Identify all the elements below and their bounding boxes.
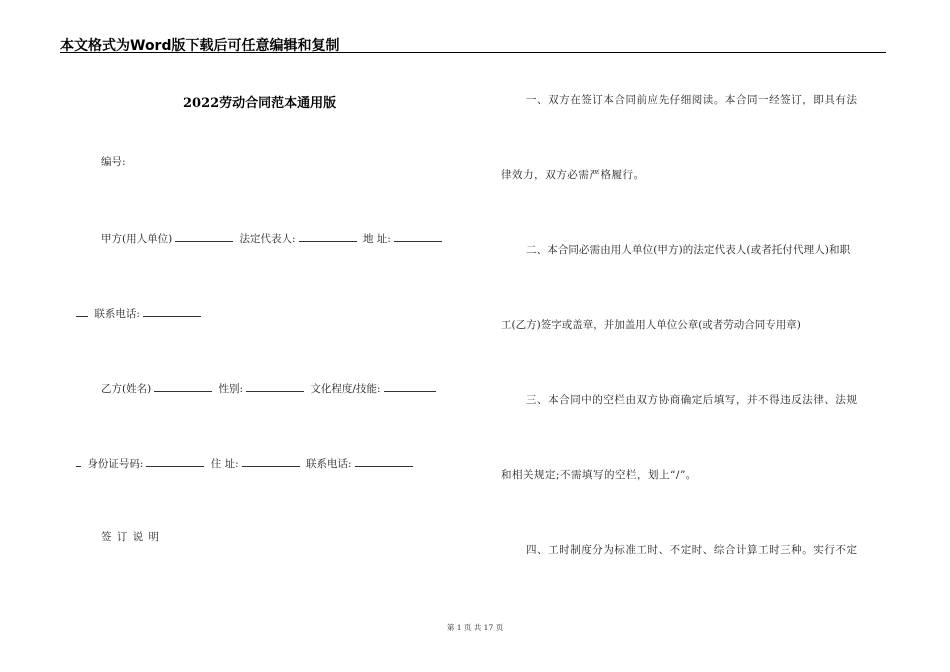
page-number-footer: 第 1 页 共 17 页 <box>446 623 504 632</box>
party-b-id-blank[interactable] <box>146 455 204 467</box>
party-b-name-blank[interactable] <box>154 380 212 392</box>
party-a-label: 甲方(用人单位) <box>101 233 173 245</box>
party-b-education-blank[interactable] <box>384 380 436 392</box>
party-a-phone-blank[interactable] <box>143 305 201 317</box>
page-header-title: 本文格式为Word版下载后可任意编辑和复制 <box>60 38 340 54</box>
party-a-rep-label: 法定代表人: <box>239 233 296 245</box>
instruction-line-5: 三、本合同中的空栏由双方协商确定后填写，并不得违反法律、法规 <box>526 394 858 406</box>
party-b-address-blank[interactable] <box>242 455 300 467</box>
party-a-address-blank[interactable] <box>394 230 442 242</box>
party-a-line <box>101 230 445 246</box>
party-b-label: 乙方(姓名) <box>101 383 152 395</box>
contract-number-label: 编号: <box>101 156 126 168</box>
contract-number-line <box>101 155 126 169</box>
party-b-gender-label: 性别: <box>218 383 244 395</box>
party-a-address-blank-cont[interactable] <box>76 305 88 317</box>
party-b-id-line <box>76 455 416 471</box>
party-b-id-label: 身份证号码: <box>87 458 144 470</box>
instruction-line-3: 二、本合同必需由用人单位(甲方)的法定代表人(或者托付代理人)和职 <box>526 244 851 256</box>
party-b-phone-label: 联系电话: <box>305 458 352 470</box>
party-a-phone-label: 联系电话: <box>94 308 140 320</box>
instruction-line-6: 和相关规定;不需填写的空栏，划上“/”。 <box>501 469 697 481</box>
party-a-address-label: 地 址: <box>362 233 391 245</box>
party-b-phone-blank[interactable] <box>355 455 413 467</box>
signing-instructions-heading: 签 订 说 明 <box>101 531 161 543</box>
party-b-line <box>101 380 439 396</box>
instruction-line-1: 一、双方在签订本合同前应先仔细阅读。本合同一经签订，即具有法 <box>526 94 858 106</box>
party-b-education-label: 文化程度/技能: <box>310 383 381 395</box>
party-a-phone-line <box>76 305 204 321</box>
party-a-rep-blank[interactable] <box>299 230 357 242</box>
party-b-address-label: 住 址: <box>210 458 239 470</box>
instruction-line-7: 四、工时制度分为标准工时、不定时、综合计算工时三种。实行不定 <box>526 544 858 556</box>
instruction-line-2: 律效力，双方必需严格履行。 <box>501 169 645 181</box>
party-b-education-blank-cont[interactable] <box>76 455 81 467</box>
party-b-gender-blank[interactable] <box>246 380 304 392</box>
instruction-line-4: 工(乙方)签字或盖章，并加盖用人单位公章(或者劳动合同专用章) <box>501 319 801 331</box>
party-a-name-blank[interactable] <box>175 230 233 242</box>
header-divider <box>60 52 886 53</box>
document-title: 2022劳动合同范本通用版 <box>183 96 337 111</box>
